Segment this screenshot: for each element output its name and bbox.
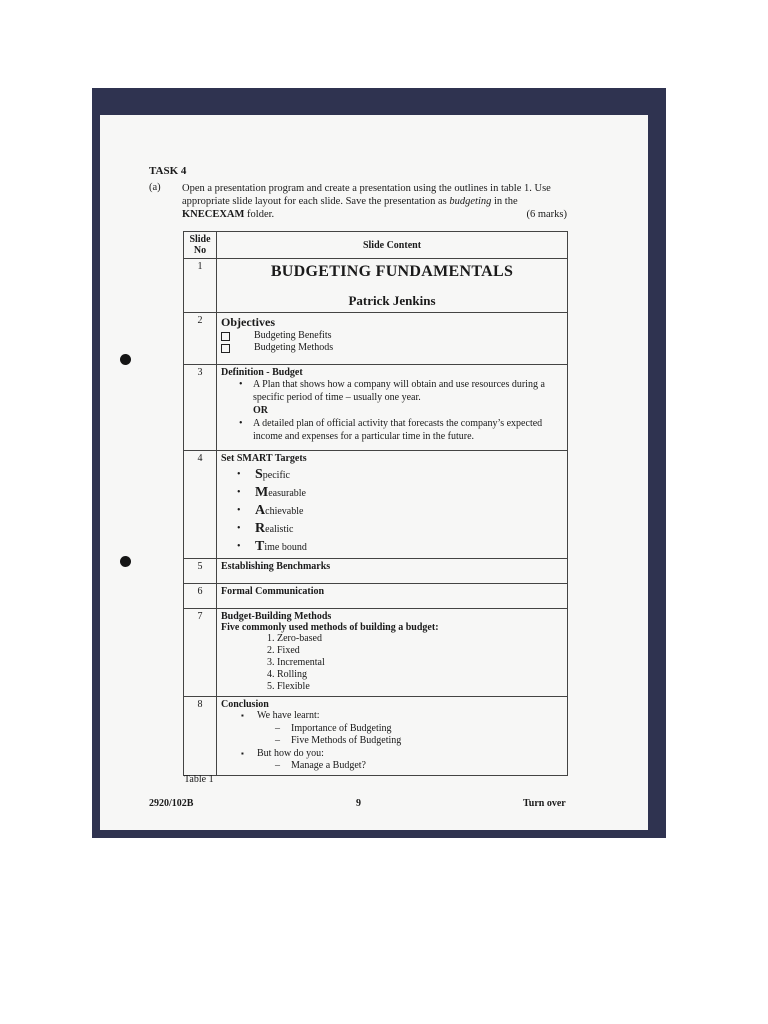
slide-number: 5 <box>184 559 217 584</box>
initial-letter: S <box>255 467 263 482</box>
slides-table <box>183 231 568 776</box>
bullet-list <box>221 417 563 443</box>
slide-title: Formal Communication <box>221 586 325 597</box>
sub-list <box>221 723 563 748</box>
table-row <box>184 609 568 697</box>
turn-over-label: Turn over <box>523 798 566 809</box>
slide-number: 2 <box>184 313 217 365</box>
checkbox-icon <box>221 332 230 341</box>
part-label: (a) <box>149 182 161 193</box>
slide-content <box>217 313 568 365</box>
list-item-label: ealistic <box>265 524 294 535</box>
slide-content <box>217 609 568 697</box>
task-title: TASK 4 <box>149 165 187 177</box>
list-item-label: ime bound <box>264 542 307 553</box>
list-item-label: chievable <box>265 506 304 517</box>
slide-content <box>217 259 568 313</box>
list-item: 2. Fixed <box>277 645 563 657</box>
header-slide-content: Slide Content <box>217 232 568 259</box>
list-item: 3. Incremental <box>277 657 563 669</box>
initial-letter: R <box>255 521 266 536</box>
slide-title: Conclusion <box>221 699 269 710</box>
list-item <box>221 342 563 354</box>
header-slide-no: Slide No <box>184 232 217 259</box>
slide-content <box>217 559 568 584</box>
bullet-list <box>221 748 563 761</box>
list-item: 4. Rolling <box>277 669 563 681</box>
instruction-text: folder. <box>244 209 275 220</box>
list-item <box>235 538 563 556</box>
table-row <box>184 697 568 776</box>
list-item <box>221 330 563 342</box>
slide-title: BUDGETING FUNDAMENTALS <box>270 263 514 280</box>
table-row <box>184 451 568 559</box>
list-item: • A detailed plan of official activity that forecasts the company’s expected income and expenses for a particular time in the future. <box>237 417 563 443</box>
checkbox-icon <box>221 344 230 353</box>
list-item <box>235 466 563 484</box>
punch-hole-bottom <box>120 556 131 567</box>
table-row <box>184 584 568 609</box>
bullet-list <box>221 378 563 404</box>
initial-letter: T <box>255 539 265 554</box>
file-name: budgeting <box>449 196 492 207</box>
slide-title: Establishing Benchmarks <box>221 561 331 572</box>
numbered-list <box>221 633 563 693</box>
slide-number: 1 <box>184 259 217 313</box>
initial-letter: A <box>255 503 266 518</box>
task-instruction <box>182 182 567 221</box>
slide-number: 3 <box>184 365 217 451</box>
slide-number: 7 <box>184 609 217 697</box>
table-caption: Table 1 <box>184 774 214 785</box>
table-row <box>184 313 568 365</box>
slide-title: Budget-Building Methods <box>221 611 332 622</box>
folder-name: KNECEXAM <box>182 209 245 220</box>
instruction-text: in the <box>491 196 518 207</box>
initial-letter: M <box>255 485 269 500</box>
slide-title: Set SMART Targets <box>221 453 307 464</box>
paper-code: 2920/102B <box>149 798 194 809</box>
list-item: ▪ But how do you: <box>241 748 563 761</box>
bullet-list <box>221 710 563 723</box>
list-item-label: Budgeting Methods <box>254 342 334 353</box>
list-item-label: easurable <box>268 488 306 499</box>
list-item <box>235 484 563 502</box>
sub-list <box>221 760 563 773</box>
table-row <box>184 559 568 584</box>
slide-number: 4 <box>184 451 217 559</box>
list-item <box>235 502 563 520</box>
table-row <box>184 365 568 451</box>
punch-hole-top <box>120 354 131 365</box>
slide-content <box>217 697 568 776</box>
instruction-text: Open a presentation program and create a presentation using the outlines in table 1. Use appropriate slide layout for each slide. Save the presentation as <box>182 183 551 207</box>
slide-number: 6 <box>184 584 217 609</box>
slide-content <box>217 451 568 559</box>
list-item-label: pecific <box>262 470 290 481</box>
list-item: – Manage a Budget? <box>275 760 563 773</box>
table-header-row <box>184 232 568 259</box>
list-item <box>235 520 563 538</box>
list-item-label: Budgeting Benefits <box>254 330 332 341</box>
or-label: OR <box>253 405 268 416</box>
list-item: ▪ We have learnt: <box>241 710 563 723</box>
slide-subtitle: Five commonly used methods of building a budget: <box>221 622 439 633</box>
slide-title: Definition - Budget <box>221 367 303 378</box>
list-item: • A Plan that shows how a company will obtain and use resources during a specific period of time – usually one year. <box>237 378 563 404</box>
smart-list <box>221 466 563 556</box>
slide-author: Patrick Jenkins <box>348 293 436 308</box>
slide-number: 8 <box>184 697 217 776</box>
list-item: – Importance of Budgeting <box>275 723 563 736</box>
list-item: 1. Zero-based <box>277 633 563 645</box>
table-row <box>184 259 568 313</box>
marks: (6 marks) <box>526 209 567 220</box>
slide-title: Objectives <box>221 315 275 329</box>
slide-content <box>217 584 568 609</box>
list-item: 5. Flexible <box>277 681 563 693</box>
slide-content <box>217 365 568 451</box>
page-number: 9 <box>356 798 361 809</box>
list-item: – Five Methods of Budgeting <box>275 735 563 748</box>
